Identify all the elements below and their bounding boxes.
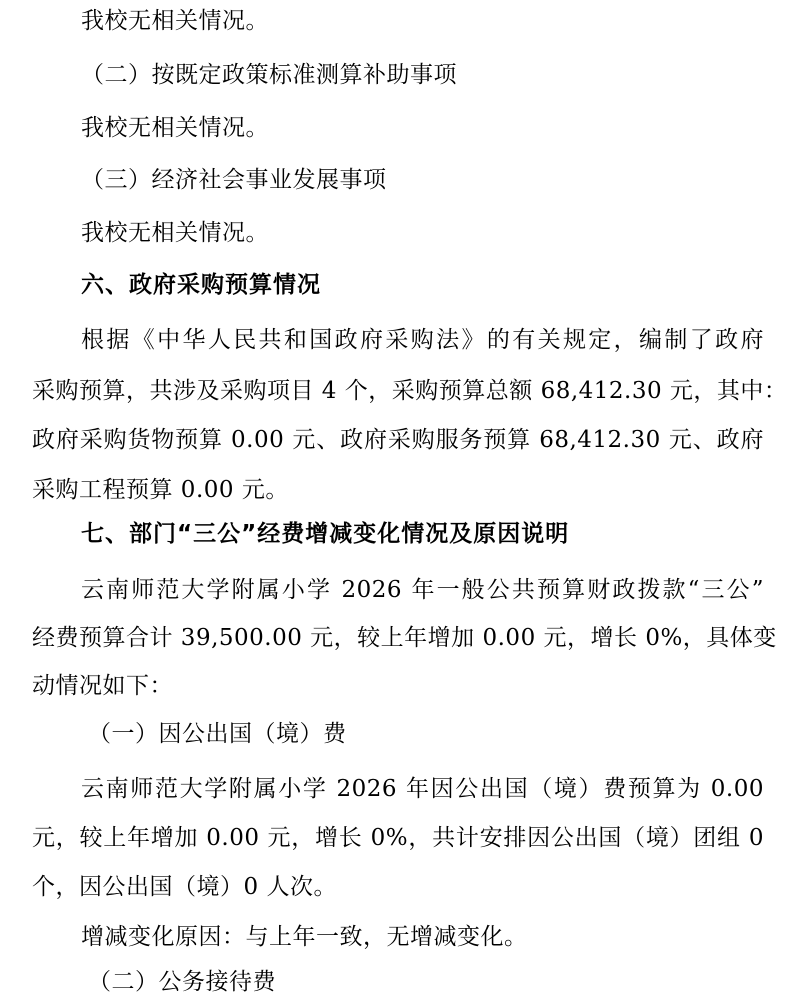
overseas-paragraph-line-2: 元，较上年增加 0.00 元，增长 0%，共计安排因公出国（境）团组 0 bbox=[32, 825, 764, 851]
procurement-paragraph-line-3: 政府采购货物预算 0.00 元、政府采购服务预算 68,412.30 元、政府 bbox=[32, 427, 764, 453]
procurement-paragraph-line-2: 采购预算，共涉及采购项目 4 个，采购预算总额 68,412.30 元，其中： bbox=[32, 378, 788, 404]
three-public-intro-line-2: 经费预算合计 39,500.00 元，较上年增加 0.00 元，增长 0%，具体变 bbox=[32, 625, 777, 651]
overseas-paragraph-line-1: 云南师范大学附属小学 2026 年因公出国（境）费预算为 0.00 bbox=[81, 776, 764, 802]
paragraph-no-related-3: 我校无相关情况。 bbox=[81, 220, 269, 246]
section-heading-6: 六、政府采购预算情况 bbox=[81, 272, 321, 298]
overseas-change-reason: 增减变化原因：与上年一致，无增减变化。 bbox=[81, 924, 528, 950]
subsection-title-3: （三）经济社会事业发展事项 bbox=[81, 167, 387, 193]
procurement-paragraph-line-1: 根据《中华人民共和国政府采购法》的有关规定，编制了政府 bbox=[81, 327, 764, 353]
subsection-title-2: （二）按既定政策标准测算补助事项 bbox=[81, 62, 457, 88]
subsection-title-reception: （二）公务接待费 bbox=[88, 969, 276, 995]
procurement-paragraph-line-4: 采购工程预算 0.00 元。 bbox=[32, 477, 289, 503]
paragraph-no-related-2: 我校无相关情况。 bbox=[81, 115, 269, 141]
three-public-intro-line-1: 云南师范大学附属小学 2026 年一般公共预算财政拨款“三公” bbox=[81, 577, 764, 603]
subsection-title-overseas: （一）因公出国（境）费 bbox=[88, 721, 347, 747]
three-public-intro-line-3: 动情况如下： bbox=[32, 673, 173, 699]
overseas-paragraph-line-3: 个，因公出国（境）0 人次。 bbox=[32, 874, 337, 900]
paragraph-no-related-1: 我校无相关情况。 bbox=[81, 8, 269, 34]
section-heading-7: 七、部门“三公”经费增减变化情况及原因说明 bbox=[81, 521, 570, 547]
